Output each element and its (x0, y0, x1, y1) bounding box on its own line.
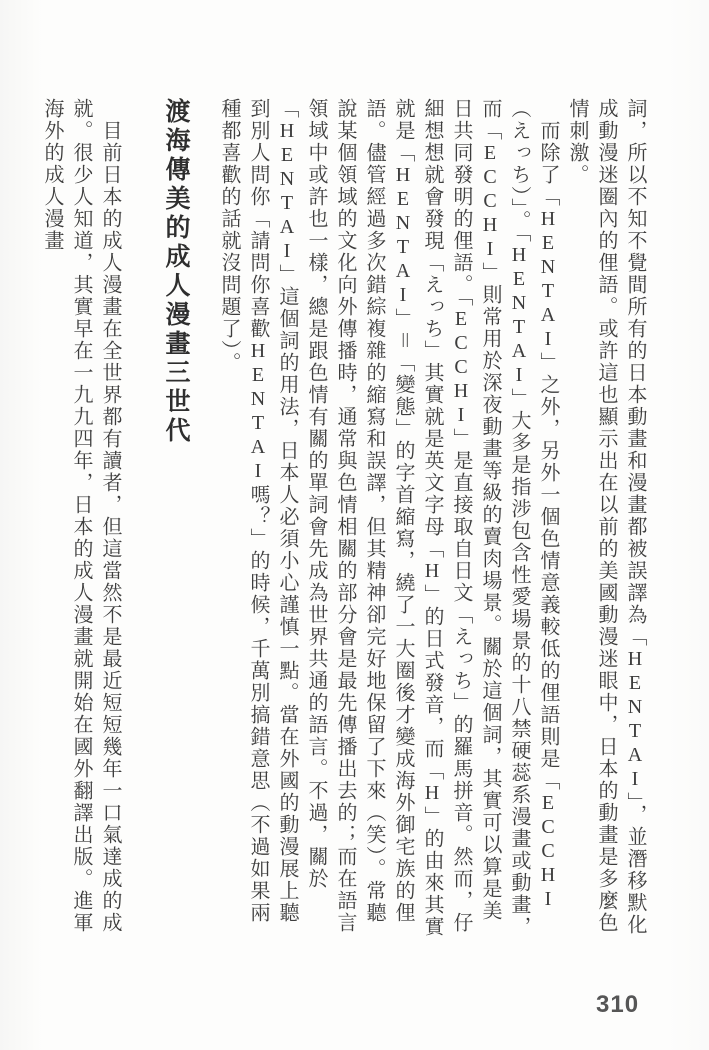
page-number: 310 (596, 991, 640, 1018)
section-heading: 渡海傳美的成人漫畫三世代 (162, 98, 190, 446)
paragraph-overseas-manga: 目前日本的成人漫畫在全世界都有讀者，但這當然不是最近短短幾年一口氣達成的成就。很少人知道，其實早在一九九四年，日本的成人漫畫就開始在國外翻譯出版。進軍海外的成人漫畫 (41, 98, 121, 934)
paragraph-continuation: 詞，所以不知不覺間所有的日本動畫和漫畫都被誤譯為「HENTAI」，並潛移默化成動漫迷圈內的俚語。或許這也顯示出在以前的美國動漫迷眼中，日本的動畫是多麼色情刺激。 (566, 98, 646, 936)
article-vertical-text (37, 98, 649, 942)
paragraph-hentai-ecchi: 而除了「HENTAI」之外，另外一個色情意義較低的俚語則是「ECCHI（えっち）」。「HENTAI」大多是指涉包含性愛場景的十八禁硬蕊系漫畫或動畫，而「ECCHI」則常用於深夜動畫等級的賣肉場景。關於這個詞，其實可以算是美日共同發明的俚語。「ECCHI」是直接取自日文「えっち」的羅馬拼音。然而，仔細想想就會發現「えっち」其實就是英文字母「H」的日式發音，而「H」的由來其實就是「HENTAI」＝「變態」的字首縮寫，繞了一大圈後才變成海外御宅族的俚語。儘管經過多次錯綜複雜的縮寫和誤譯，但其精神卻完好地保留了下來（笑）。常聽說某個領域的文化向外傳播時，通常與色情相關的部分會是最先傳播出去的；而在語言領域中或許也一樣，總是跟色情有關的單詞會先成為世界共通的語言。不過，關於「HENTAI」這個詞的用法，日本人必須小心謹慎一點。當在外國的動漫展上聽到別人問你「請問你喜歡HENTAI嗎？」的時候，千萬別搞錯意思（不過如果兩種都喜歡的話就沒問題了）。 (218, 98, 559, 938)
